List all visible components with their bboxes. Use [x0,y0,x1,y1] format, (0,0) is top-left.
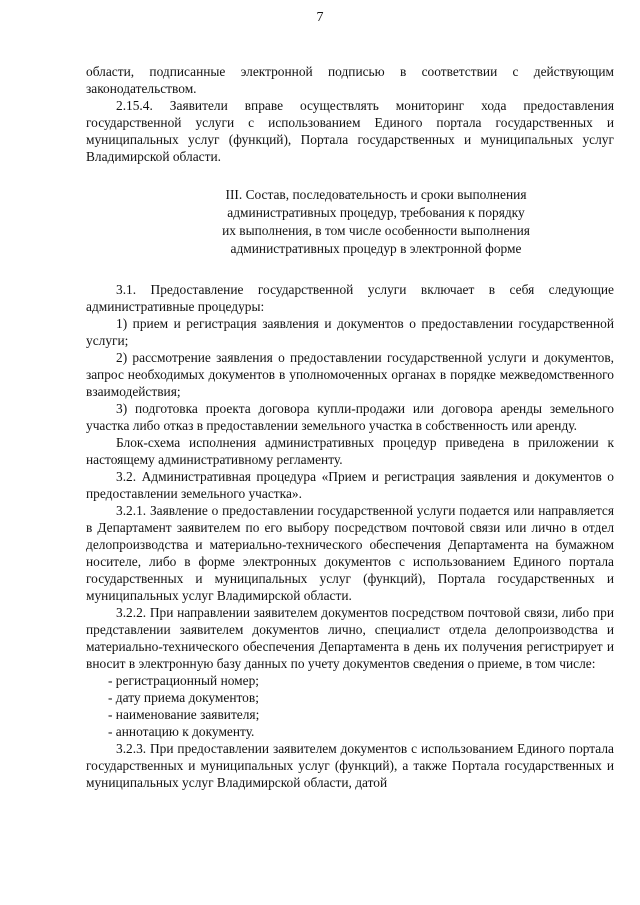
paragraph-3-1: 3.1. Предоставление государственной услуги включает в себя следующие административные процедуры: [86,282,614,314]
section-heading-line: административных процедур, требования к порядку [227,205,525,220]
section-heading [86,186,614,258]
paragraph-flowchart: Блок-схема исполнения административных процедур приведена в приложении к настоящему административному регламенту. [86,435,614,467]
section-heading-line: административных процедур в электронной форме [230,241,522,256]
procedure-item-3: 3) подготовка проекта договора купли-продажи или договора аренды земельного участка либо отказ в предоставлении земельного участка в собственность или аренду. [86,401,614,433]
paragraph-3-2-1: 3.2.1. Заявление о предоставлении государственной услуги подается или направляется в Департамент заявителем по его выбору посредством почтовой связи или лично в отдел делопроизводства и материально-технического обеспечения Департамента на бумажном носителе, либо в форме электронных документов с использованием Единого портала государственных и муниципальных услуг (функций), Портала государственных и муниципальных услуг Владимирской области. [86,503,614,603]
list-item: - дату приема документов; [108,690,259,705]
procedure-item-2: 2) рассмотрение заявления о предоставлении государственной услуги и документов, запрос необходимых документов в уполномоченных органах в порядке межведомственного взаимодействия; [86,350,614,399]
procedure-item-1: 1) прием и регистрация заявления и документов о предоставлении государственной услуги; [86,316,614,348]
document-body [86,63,614,791]
list-item: - наименование заявителя; [108,707,260,722]
paragraph-3-2-2: 3.2.2. При направлении заявителем документов посредством почтовой связи, либо при представлении заявителем документов лично, специалист отдела делопроизводства и материально-технического обеспечения Департамента в день их получения регистрирует и вносит в электронную базу данных по учету документов сведения о приеме, в том числе: [86,605,614,671]
list-item: - аннотацию к документу. [108,724,255,739]
paragraph-3-2: 3.2. Административная процедура «Прием и регистрация заявления и документов о предоставлении земельного участка». [86,469,614,501]
paragraph-3-2-3: 3.2.3. При предоставлении заявителем документов с использованием Единого портала государственных и муниципальных услуг (функций), а также Портала государственных и муниципальных услуг Владимирской области, датой [86,741,614,790]
paragraph-continuation: области, подписанные электронной подписью в соответствии с действующим законодательством. [86,64,614,96]
list-item: - регистрационный номер; [108,673,260,688]
page-number: 7 [316,10,324,25]
section-heading-line: III. Состав, последовательность и сроки выполнения [225,187,527,202]
paragraph-2-15-4: 2.15.4. Заявители вправе осуществлять мониторинг хода предоставления государственной услуги с использованием Единого портала государственных и муниципальных услуг (функций), Портала государственных и муниципальных услуг Владимирской области. [86,98,614,164]
section-heading-line: их выполнения, в том числе особенности выполнения [222,223,530,238]
